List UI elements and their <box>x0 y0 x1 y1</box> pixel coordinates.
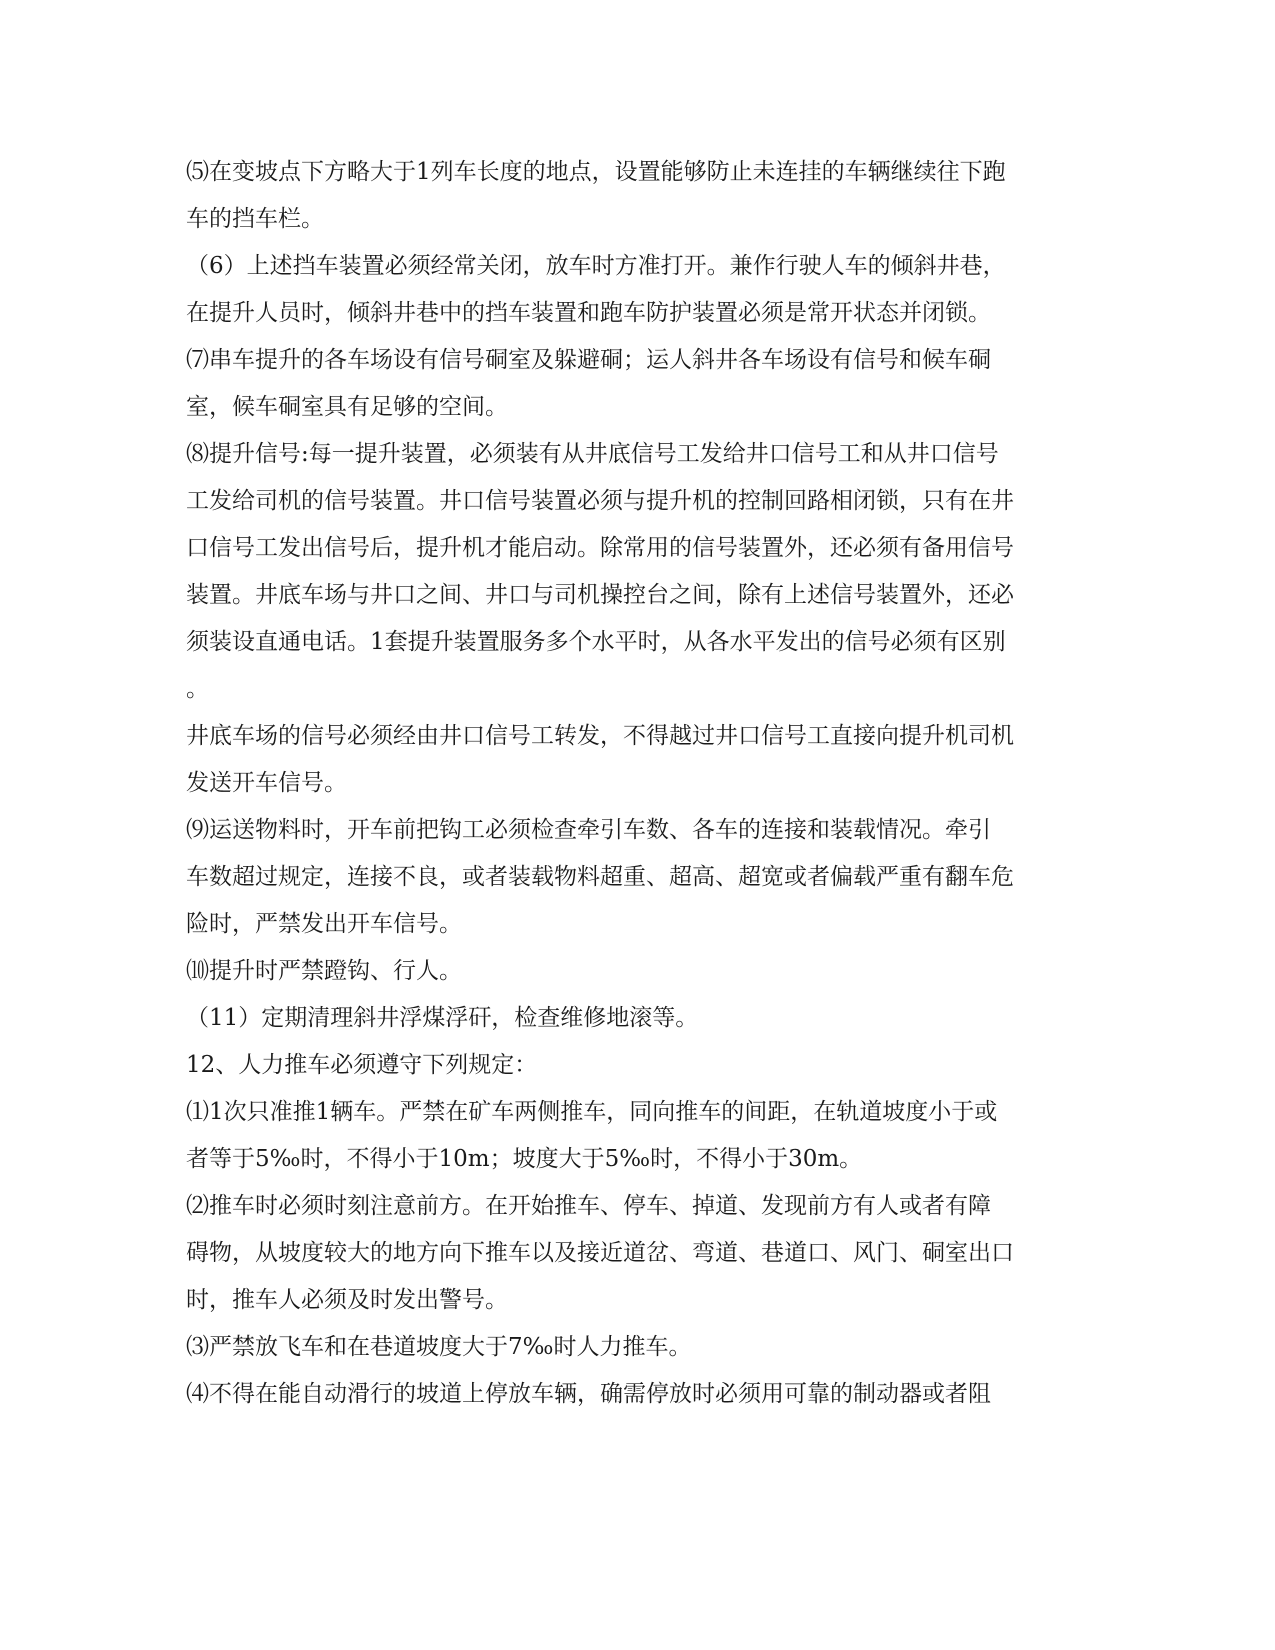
text-line: ⑷不得在能自动滑行的坡道上停放车辆，确需停放时必须用可靠的制动器或者阻 <box>186 1381 991 1407</box>
text-line: ⑴1次只准推1辆车。严禁在矿车两侧推车，同向推车的间距，在轨道坡度小于或 <box>186 1099 998 1125</box>
text-line: 井底车场的信号必须经由井口信号工转发，不得越过井口信号工直接向提升机司机 <box>186 723 1014 749</box>
text-line: 者等于5‰时，不得小于10m；坡度大于5‰时，不得小于30m。 <box>186 1146 863 1172</box>
text-line: 时，推车人必须及时发出警号。 <box>186 1287 508 1313</box>
text-line: ⑵推车时必须时刻注意前方。在开始推车、停车、掉道、发现前方有人或者有障 <box>186 1193 991 1219</box>
text-line: 口信号工发出信号后，提升机才能启动。除常用的信号装置外，还必须有备用信号 <box>186 535 1014 561</box>
text-line: 碍物，从坡度较大的地方向下推车以及接近道岔、弯道、巷道口、风门、硐室出口 <box>186 1240 1014 1266</box>
text-line: 室，候车硐室具有足够的空间。 <box>186 394 508 420</box>
text-line: ⑸在变坡点下方略大于1列车长度的地点，设置能够防止未连挂的车辆继续往下跑 <box>186 159 1006 185</box>
text-line: 车的挡车栏。 <box>186 206 324 232</box>
text-line: 险时，严禁发出开车信号。 <box>186 911 462 937</box>
text-line: 发送开车信号。 <box>186 770 347 796</box>
text-line: （6）上述挡车装置必须经常关闭，放车时方准打开。兼作行驶人车的倾斜井巷， <box>186 253 1006 279</box>
text-line: ⑶严禁放飞车和在巷道坡度大于7‰时人力推车。 <box>186 1334 692 1360</box>
text-line: ⑼运送物料时，开车前把钩工必须检查牵引车数、各车的连接和装载情况。牵引 <box>186 817 991 843</box>
text-line: 。 <box>186 676 209 702</box>
text-line: （11）定期清理斜井浮煤浮矸，检查维修地滚等。 <box>186 1005 699 1031</box>
text-line: 在提升人员时，倾斜井巷中的挡车装置和跑车防护装置必须是常开状态并闭锁。 <box>186 300 991 326</box>
text-line: 车数超过规定，连接不良，或者装载物料超重、超高、超宽或者偏载严重有翻车危 <box>186 864 1014 890</box>
text-line: ⑻提升信号:每一提升装置，必须装有从井底信号工发给井口信号工和从井口信号 <box>186 441 999 467</box>
text-line: 须装设直通电话。1套提升装置服务多个水平时，从各水平发出的信号必须有区别 <box>186 629 1006 655</box>
text-line: 12、人力推车必须遵守下列规定： <box>186 1052 538 1078</box>
text-line: ⑺串车提升的各车场设有信号硐室及躲避硐；运人斜井各车场设有信号和候车硐 <box>186 347 991 373</box>
text-line: 装置。井底车场与井口之间、井口与司机操控台之间，除有上述信号装置外，还必 <box>186 582 1014 608</box>
text-line: ⑽提升时严禁蹬钩、行人。 <box>186 958 462 984</box>
text-line: 工发给司机的信号装置。井口信号装置必须与提升机的控制回路相闭锁，只有在井 <box>186 488 1014 514</box>
